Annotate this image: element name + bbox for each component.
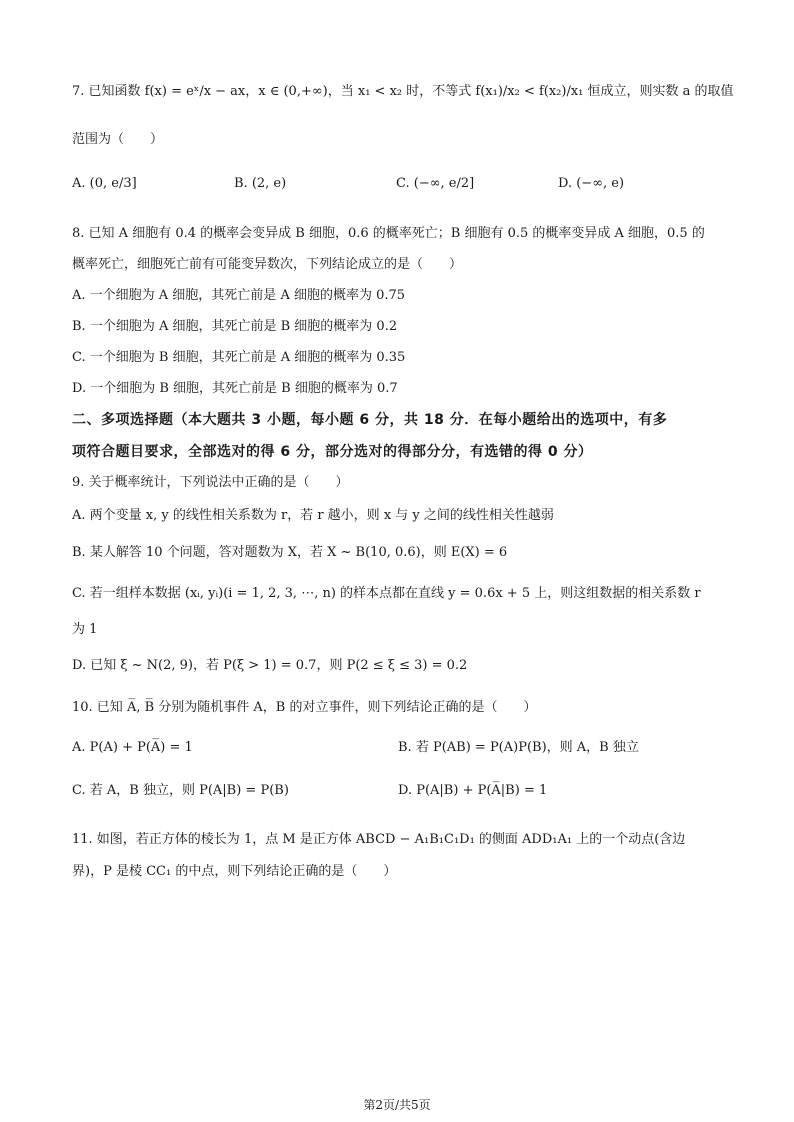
q7-option-b: B. (2, e)	[234, 176, 287, 191]
q9-option-b: B. 某人解答 10 个问题，答对题数为 X，若 X ~ B(10, 0.6)，则 E(X) = 6	[72, 545, 508, 560]
q11-stem-line2: 界)，P 是棱 CC₁ 的中点，则下列结论正确的是（ ）	[72, 864, 397, 879]
q7-option-c: C. (−∞, e/2]	[396, 176, 475, 191]
q10-option-b: B. 若 P(AB) = P(A)P(B)，则 A，B 独立	[398, 740, 639, 755]
q7-stem-line1: 7. 已知函数 f(x) = eˣ/x − ax，x ∈ (0,+∞)，当 x₁ < x₂ 时，不等式 f(x₁)/x₂ < f(x₂)/x₁ 恒成立，则实数 a 的取值	[72, 84, 734, 99]
q8-option-b: B. 一个细胞为 A 细胞，其死亡前是 B 细胞的概率为 0.2	[72, 319, 398, 334]
page-footer: 第2页/共5页	[363, 1098, 431, 1112]
q9-option-c-line1: C. 若一组样本数据 (xᵢ, yᵢ)(i = 1, 2, 3, ⋯, n) 的样本点都在直线 y = 0.6x + 5 上，则这组数据的相关系数 r	[72, 586, 701, 601]
q8-option-c: C. 一个细胞为 B 细胞，其死亡前是 A 细胞的概率为 0.35	[72, 350, 406, 365]
q11-stem-line1: 11. 如图，若正方体的棱长为 1，点 M 是正方体 ABCD − A₁B₁C₁D₁ 的侧面 ADD₁A₁ 上的一个动点(含边	[72, 832, 686, 847]
q8-option-a: A. 一个细胞为 A 细胞，其死亡前是 A 细胞的概率为 0.75	[72, 288, 406, 303]
q10-option-d: D. P(A|B) + P(A̅|B) = 1	[398, 783, 548, 798]
q9-option-d: D. 已知 ξ ~ N(2, 9)，若 P(ξ > 1) = 0.7，则 P(2 ≤ ξ ≤ 3) = 0.2	[72, 658, 468, 673]
q9-option-a: A. 两个变量 x, y 的线性相关系数为 r，若 r 越小，则 x 与 y 之间的线性相关性越弱	[72, 508, 554, 523]
q9-option-c-line2: 为 1	[72, 622, 98, 637]
q8-stem-line1: 8. 已知 A 细胞有 0.4 的概率会变异成 B 细胞，0.6 的概率死亡；B 细胞有 0.5 的概率变异成 A 细胞，0.5 的	[72, 226, 705, 241]
q7-stem-line2: 范围为（ ）	[72, 132, 164, 147]
section-2-heading-line1: 二、多项选择题（本大题共 3 小题，每小题 6 分，共 18 分．在每小题给出的选项中，有多	[72, 412, 668, 428]
q8-option-d: D. 一个细胞为 B 细胞，其死亡前是 B 细胞的概率为 0.7	[72, 381, 398, 396]
q8-stem-line2: 概率死亡，细胞死亡前有可能变异数次，下列结论成立的是（ ）	[72, 257, 463, 272]
q10-option-a: A. P(A) + P(A̅) = 1	[72, 740, 193, 755]
q10-stem: 10. 已知 A̅, B̅ 分别为随机事件 A，B 的对立事件，则下列结论正确的是（ ）	[72, 700, 537, 715]
q10-option-c: C. 若 A，B 独立，则 P(A|B) = P(B)	[72, 783, 289, 798]
q7-option-a: A. (0, e/3]	[72, 176, 137, 191]
q7-option-d: D. (−∞, e)	[558, 176, 625, 191]
q9-stem: 9. 关于概率统计，下列说法中正确的是（ ）	[72, 475, 349, 490]
section-2-heading-line2: 项符合题目要求，全部选对的得 6 分，部分选对的得部分分，有选错的得 0 分）	[72, 444, 593, 460]
